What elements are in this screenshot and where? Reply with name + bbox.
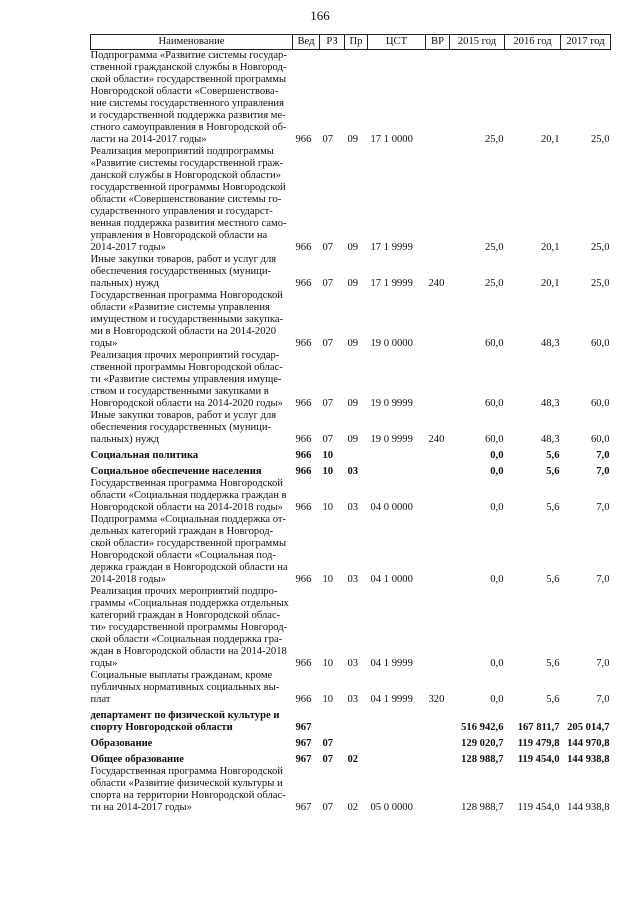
row-pr-cell <box>345 706 368 734</box>
row-2017-cell: 144 970,8 <box>567 738 610 749</box>
row-rz-cell: 07 <box>322 738 334 749</box>
row-rz-cell <box>320 706 345 734</box>
row-vr-cell <box>426 462 450 478</box>
table-row <box>91 350 611 410</box>
row-2017-cell: 60,0 <box>590 398 610 409</box>
row-vr-cell <box>426 766 450 814</box>
row-rz-cell: 07 <box>322 802 334 813</box>
row-ved-cell: 966 <box>295 574 312 585</box>
row-rz-cell: 07 <box>322 134 334 145</box>
row-cst-cell: 04 1 0000 <box>370 574 413 585</box>
row-pr-cell <box>345 446 368 462</box>
row-2017-cell: 60,0 <box>590 338 610 349</box>
row-name-cell: Иные закупки товаров, работ и услуг для обеспечения государственных (муници- пальных) нужд <box>90 254 277 289</box>
header-row <box>91 35 611 50</box>
row-2017-cell: 7,0 <box>596 502 610 513</box>
row-2015-cell: 129 020,7 <box>461 738 504 749</box>
row-rz-cell: 07 <box>322 242 334 253</box>
row-cst-cell: 17 1 9999 <box>370 278 413 289</box>
row-2016-cell: 48,3 <box>540 398 560 409</box>
row-name-cell: Социальная политика <box>90 450 199 461</box>
row-ved-cell: 966 <box>295 450 312 461</box>
budget-table <box>90 34 611 814</box>
row-cst-cell <box>368 446 426 462</box>
row-rz-cell: 10 <box>322 658 334 669</box>
row-2017-cell: 7,0 <box>596 466 610 477</box>
row-name-cell: Социальные выплаты гражданам, кроме публичных нормативных социальных вы- плат <box>90 670 280 705</box>
row-name-cell: Общее образование <box>90 754 184 765</box>
row-vr-cell <box>426 446 450 462</box>
row-cst-cell <box>368 750 426 766</box>
table-row <box>91 750 611 766</box>
row-2017-cell: 25,0 <box>590 134 610 145</box>
row-2015-cell: 60,0 <box>484 338 504 349</box>
row-vr-cell: 320 <box>428 694 445 705</box>
row-rz-cell: 10 <box>322 450 334 461</box>
header-2016: 2016 год <box>505 35 561 50</box>
table-row <box>91 586 611 670</box>
row-cst-cell: 19 0 0000 <box>370 338 413 349</box>
table-row <box>91 514 611 586</box>
row-2017-cell: 7,0 <box>596 450 610 461</box>
row-2016-cell: 5,6 <box>546 450 560 461</box>
row-2015-cell: 25,0 <box>484 278 504 289</box>
row-rz-cell: 10 <box>322 502 334 513</box>
row-ved-cell: 966 <box>295 502 312 513</box>
row-pr-cell: 09 <box>347 278 359 289</box>
table-row <box>91 50 611 147</box>
row-2016-cell: 5,6 <box>546 574 560 585</box>
row-name-cell: Подпрограмма «Социальная поддержка от- дельных категорий граждан в Новгород- ской области» государственной программы Новгородской области «Социальная под- держка граждан в Новгородской области на 2014-2018 годы» <box>90 514 288 585</box>
row-name-cell: Подпрограмма «Развитие системы государ- ственной гражданской службы в Новгород- ской области» государственной программы Новгородской области «Совершенствова- ние системы государственного управления и государственной поддержка развития ме- стного самоуправления в Новгородской об- ласти на 2014-2017 годы» <box>90 50 287 145</box>
row-2016-cell: 20,1 <box>540 134 560 145</box>
row-2016-cell: 20,1 <box>540 242 560 253</box>
row-ved-cell: 967 <box>295 722 312 733</box>
row-pr-cell: 02 <box>347 802 359 813</box>
row-ved-cell: 967 <box>295 738 312 749</box>
row-cst-cell: 17 1 0000 <box>370 134 413 145</box>
row-2015-cell: 0,0 <box>490 502 504 513</box>
row-2017-cell: 25,0 <box>590 242 610 253</box>
row-pr-cell: 09 <box>347 338 359 349</box>
row-2017-cell: 7,0 <box>596 658 610 669</box>
row-pr-cell <box>345 734 368 750</box>
row-cst-cell: 04 1 9999 <box>370 694 413 705</box>
table-row <box>91 734 611 750</box>
row-2015-cell: 0,0 <box>490 574 504 585</box>
row-pr-cell: 03 <box>347 466 359 477</box>
header-2017: 2017 год <box>561 35 611 50</box>
row-ved-cell: 966 <box>295 242 312 253</box>
header-rz: РЗ <box>320 35 345 50</box>
table-body <box>91 50 611 815</box>
row-name-cell: Государственная программа Новгородской области «Развитие физической культуры и спорта на территории Новгородской облас- ти на 2014-2017 годы» <box>90 766 286 813</box>
row-pr-cell: 09 <box>347 434 359 445</box>
row-name-cell: Реализация мероприятий подпрограммы «Развитие системы государственной граж- данской службы в Новгородской области» государственной программы Новгородской области «Совершенствование системы го- сударственного управления и государст- венная поддержка развития местного само- управления в Новгородской области на 2014-2017 годы» <box>90 146 287 253</box>
header-name: Наименование <box>91 35 293 50</box>
row-2016-cell: 5,6 <box>546 694 560 705</box>
row-2015-cell: 0,0 <box>490 466 504 477</box>
row-pr-cell: 09 <box>347 398 359 409</box>
header-pr: Пр <box>345 35 368 50</box>
row-cst-cell: 17 1 9999 <box>370 242 413 253</box>
row-2016-cell: 5,6 <box>546 658 560 669</box>
row-ved-cell: 966 <box>295 398 312 409</box>
row-vr-cell <box>426 350 450 410</box>
row-cst-cell: 04 0 0000 <box>370 502 413 513</box>
table-row <box>91 478 611 514</box>
row-cst-cell <box>368 706 426 734</box>
table-row <box>91 254 611 290</box>
row-name-cell: Реализация прочих мероприятий подпро- граммы «Социальная поддержка отдельных категорий граждан в Новгородской облас- ти» государственной программы Новгород- ской области «Социальная поддержка гра- ждан в Новгородской области на 2014-2018 годы» <box>90 586 289 669</box>
row-2016-cell: 48,3 <box>540 338 560 349</box>
row-ved-cell: 966 <box>295 694 312 705</box>
row-rz-cell: 07 <box>322 754 334 765</box>
row-rz-cell: 07 <box>322 278 334 289</box>
page-number: 166 <box>310 8 330 23</box>
row-pr-cell: 09 <box>347 134 359 145</box>
row-name-cell: департамент по физической культуре и спорту Новгородской области <box>90 710 280 733</box>
row-cst-cell: 19 0 9999 <box>370 434 413 445</box>
row-cst-cell: 19 0 9999 <box>370 398 413 409</box>
header-vr: ВР <box>426 35 450 50</box>
row-2017-cell: 144 938,8 <box>567 754 610 765</box>
row-2017-cell: 7,0 <box>596 694 610 705</box>
row-2016-cell: 119 479,8 <box>517 738 560 749</box>
header-2015: 2015 год <box>450 35 505 50</box>
row-name-cell: Иные закупки товаров, работ и услуг для обеспечения государственных (муници- пальных) нужд <box>90 410 277 445</box>
row-2017-cell: 205 014,7 <box>567 722 610 733</box>
row-2015-cell: 25,0 <box>484 134 504 145</box>
row-2017-cell: 60,0 <box>590 434 610 445</box>
row-name-cell: Реализация прочих мероприятий государ- ственной программы Новгородской облас- ти «Развитие системы управления имуще- ством и государственными закупками в Новгородской области на 2014-2020 годы» <box>90 350 283 409</box>
row-vr-cell: 240 <box>428 278 445 289</box>
row-name-cell: Образование <box>90 738 153 749</box>
row-ved-cell: 967 <box>295 754 312 765</box>
row-2015-cell: 516 942,6 <box>461 722 504 733</box>
row-ved-cell: 966 <box>295 134 312 145</box>
row-2017-cell: 144 938,8 <box>567 802 610 813</box>
row-2015-cell: 0,0 <box>490 658 504 669</box>
row-pr-cell: 03 <box>347 502 359 513</box>
table-row <box>91 146 611 254</box>
row-rz-cell: 07 <box>322 338 334 349</box>
row-rz-cell: 10 <box>322 466 334 477</box>
row-ved-cell: 966 <box>295 434 312 445</box>
row-2016-cell: 119 454,0 <box>517 802 560 813</box>
table-row <box>91 290 611 350</box>
row-2015-cell: 128 988,7 <box>461 802 504 813</box>
row-2016-cell: 167 811,7 <box>517 722 560 733</box>
row-2017-cell: 25,0 <box>590 278 610 289</box>
row-rz-cell: 10 <box>322 574 334 585</box>
row-name-cell: Государственная программа Новгородской области «Социальная поддержка граждан в Новгородской области на 2014-2018 годы» <box>90 478 287 513</box>
row-pr-cell: 03 <box>347 658 359 669</box>
row-2015-cell: 0,0 <box>490 694 504 705</box>
row-2015-cell: 0,0 <box>490 450 504 461</box>
row-ved-cell: 966 <box>295 338 312 349</box>
row-2015-cell: 60,0 <box>484 434 504 445</box>
row-2015-cell: 25,0 <box>484 242 504 253</box>
table-row <box>91 410 611 446</box>
row-vr-cell <box>426 146 450 254</box>
row-ved-cell: 966 <box>295 658 312 669</box>
row-vr-cell <box>426 706 450 734</box>
row-2016-cell: 48,3 <box>540 434 560 445</box>
header-ved: Вед <box>293 35 320 50</box>
row-vr-cell: 240 <box>428 434 445 445</box>
row-2016-cell: 119 454,0 <box>517 754 560 765</box>
row-pr-cell: 03 <box>347 694 359 705</box>
row-2016-cell: 5,6 <box>546 466 560 477</box>
row-rz-cell: 07 <box>322 398 334 409</box>
row-rz-cell: 10 <box>322 694 334 705</box>
row-ved-cell: 966 <box>295 278 312 289</box>
table-row <box>91 670 611 706</box>
row-vr-cell <box>426 734 450 750</box>
row-2016-cell: 20,1 <box>540 278 560 289</box>
header-cst: ЦСТ <box>368 35 426 50</box>
row-2015-cell: 128 988,7 <box>461 754 504 765</box>
row-vr-cell <box>426 750 450 766</box>
row-ved-cell: 967 <box>295 802 312 813</box>
row-vr-cell <box>426 586 450 670</box>
row-cst-cell <box>368 734 426 750</box>
row-vr-cell <box>426 478 450 514</box>
row-vr-cell <box>426 50 450 147</box>
row-name-cell: Социальное обеспечение населения <box>90 466 262 477</box>
row-pr-cell: 09 <box>347 242 359 253</box>
row-cst-cell: 04 1 9999 <box>370 658 413 669</box>
row-name-cell: Государственная программа Новгородской области «Развитие системы управления имуществом и государственными закупка- ми в Новгородской области на 2014-2020 годы» <box>90 290 284 349</box>
table-row <box>91 462 611 478</box>
table-row <box>91 766 611 814</box>
table-row <box>91 706 611 734</box>
row-vr-cell <box>426 290 450 350</box>
row-rz-cell: 07 <box>322 434 334 445</box>
row-pr-cell: 03 <box>347 574 359 585</box>
row-cst-cell: 05 0 0000 <box>370 802 413 813</box>
row-cst-cell <box>368 462 426 478</box>
row-ved-cell: 966 <box>295 466 312 477</box>
row-2015-cell: 60,0 <box>484 398 504 409</box>
row-vr-cell <box>426 514 450 586</box>
row-pr-cell: 02 <box>347 754 359 765</box>
row-2017-cell: 7,0 <box>596 574 610 585</box>
table-row <box>91 446 611 462</box>
row-2016-cell: 5,6 <box>546 502 560 513</box>
